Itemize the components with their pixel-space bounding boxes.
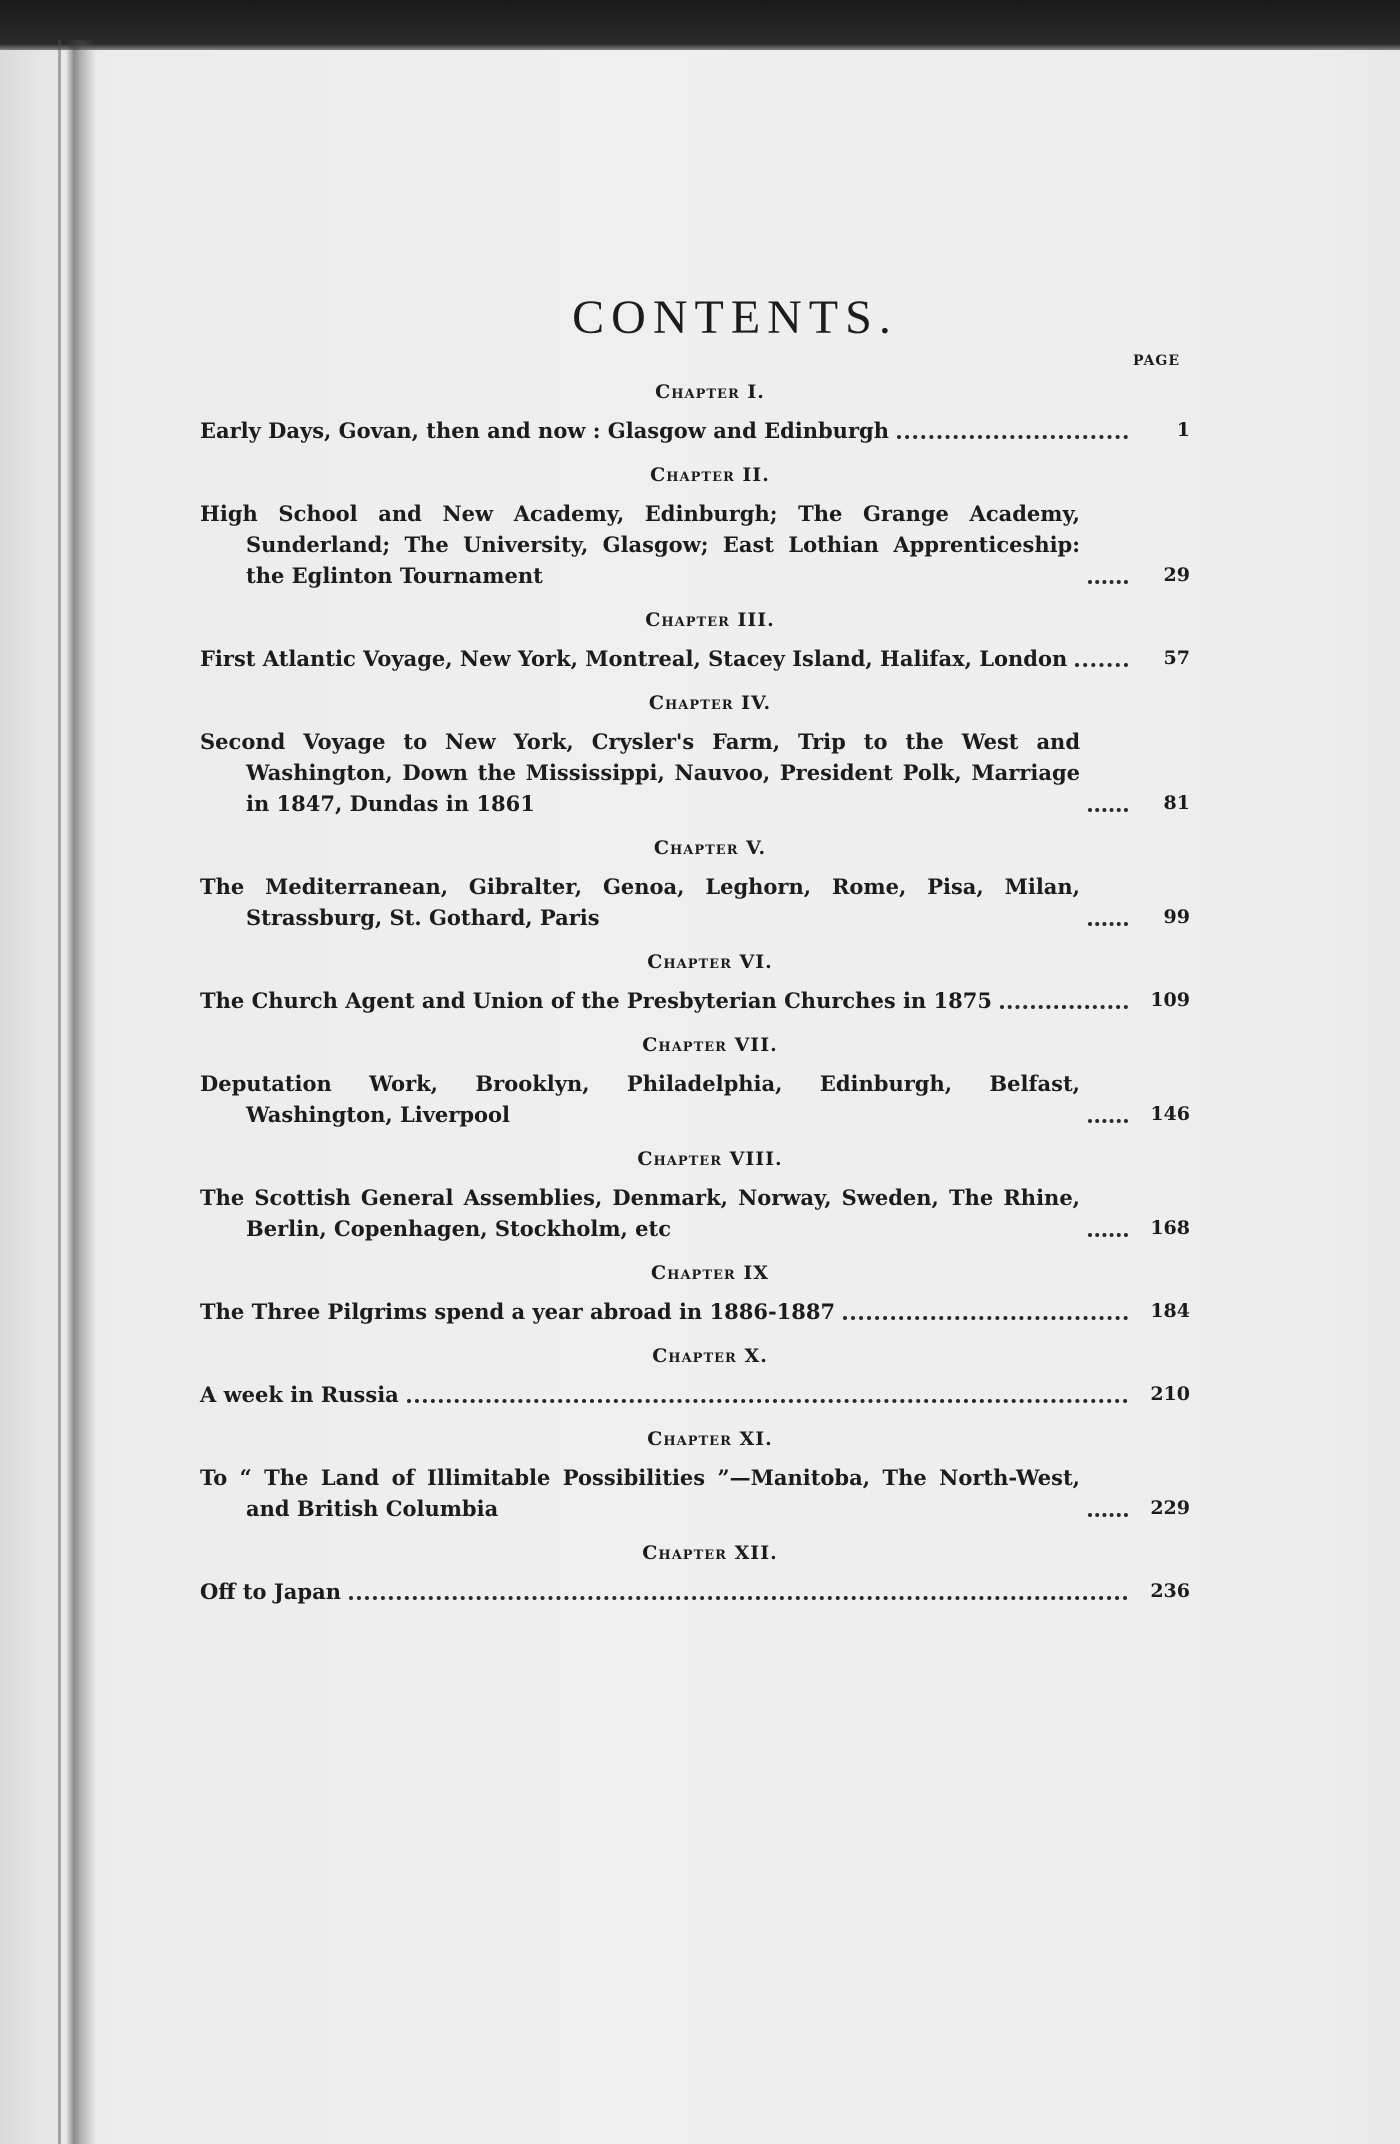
page-number: 29 [1163,564,1190,586]
entry-text: Off to Japan [200,1579,341,1604]
entry-row [200,871,1190,933]
page-number: 210 [1150,1383,1190,1405]
dot-leader [1000,1005,1128,1009]
dot-leader [349,1596,1128,1600]
chapter-entry [200,692,1190,819]
page-number: 146 [1150,1103,1190,1125]
dot-leader [1088,1233,1128,1237]
entry-row [200,1182,1190,1244]
page-number: 99 [1163,906,1190,928]
entry-row [200,985,1190,1016]
dot-leader [1088,1513,1128,1517]
page-column-label: PAGE [1133,353,1180,369]
entry-text: A week in Russia [200,1382,399,1407]
entry-row [200,726,1190,819]
chapter-entry [200,609,1190,674]
chapter-entry [200,1262,1190,1327]
chapter-entry [200,1148,1190,1244]
dot-leader [1088,1119,1128,1123]
chapter-entry [200,1345,1190,1410]
page-number: 236 [1150,1580,1190,1602]
binding-line [58,40,61,2144]
table-of-contents [200,290,1190,1607]
dot-leader [1088,580,1128,584]
entry-text: To “ The Land of Illimitable Possibilities ”—Manitoba, The North-West, and British Columbia [200,1465,1080,1521]
chapter-heading: Chapter IV. [648,692,772,714]
chapter-entry [200,837,1190,933]
page-number: 57 [1163,647,1190,669]
chapter-heading: Chapter XII. [642,1542,778,1564]
page-number: 168 [1150,1217,1190,1239]
entry-text: Second Voyage to New York, Crysler's Farm, Trip to the West and Washington, Down the Mississippi, Nauvoo, President Polk, Marriage in 1847, Dundas in 1861 [200,729,1080,816]
dot-leader [1088,922,1128,926]
chapter-heading: Chapter IX [651,1262,769,1284]
page-number: 109 [1150,989,1190,1011]
chapter-heading: Chapter VI. [647,951,773,973]
dot-leader [843,1316,1128,1320]
entry-row [200,415,1190,446]
contents-title: CONTENTS. [572,291,898,344]
entry-row [200,643,1190,674]
chapter-heading: Chapter V. [653,837,767,859]
chapter-heading: Chapter VIII. [637,1148,783,1170]
dot-leader [1075,663,1128,667]
entry-text: Deputation Work, Brooklyn, Philadelphia, Edinburgh, Belfast, Washington, Liverpool [200,1071,1080,1127]
chapter-heading: Chapter I. [655,381,765,403]
entry-row [200,1296,1190,1327]
chapter-heading: Chapter X. [652,1345,768,1367]
chapter-entry [200,1034,1190,1130]
entry-text: The Scottish General Assemblies, Denmark, Norway, Sweden, The Rhine, Berlin, Copenhagen, Stockholm, etc [200,1185,1080,1241]
page-number: 1 [1176,419,1190,441]
dot-leader [1088,808,1128,812]
chapter-entry [200,1428,1190,1524]
entry-row [200,1462,1190,1524]
entry-text: The Three Pilgrims spend a year abroad in 1886-1887 [200,1299,836,1324]
entry-text: High School and New Academy, Edinburgh; The Grange Academy, Sunderland; The University, Glasgow; East Lothian Apprenticeship: the Eglinton Tournament [200,501,1080,588]
entry-text: First Atlantic Voyage, New York, Montreal, Stacey Island, Halifax, London [200,646,1068,671]
chapter-heading: Chapter III. [645,609,775,631]
entry-text: Early Days, Govan, then and now : Glasgow and Edinburgh [200,418,889,443]
chapter-entry [200,951,1190,1016]
binding-gutter [66,40,96,2144]
entry-row [200,1576,1190,1607]
dot-leader [897,435,1128,439]
entry-row [200,1068,1190,1130]
chapter-heading: Chapter VII. [642,1034,778,1056]
page-number: 229 [1150,1497,1190,1519]
entry-text: The Church Agent and Union of the Presbyterian Churches in 1875 [200,988,992,1013]
top-edge-shadow [0,0,1400,50]
dot-leader [407,1399,1128,1403]
entry-text: The Mediterranean, Gibralter, Genoa, Leghorn, Rome, Pisa, Milan, Strassburg, St. Gothard, Paris [200,874,1080,930]
page-number: 81 [1163,792,1190,814]
chapter-entry [200,1542,1190,1607]
chapter-heading: Chapter XI. [647,1428,773,1450]
entry-row [200,1379,1190,1410]
chapter-entry [200,381,1190,446]
entry-row [200,498,1190,591]
chapter-entry [200,464,1190,591]
page-number: 184 [1150,1300,1190,1322]
chapter-heading: Chapter II. [650,464,770,486]
